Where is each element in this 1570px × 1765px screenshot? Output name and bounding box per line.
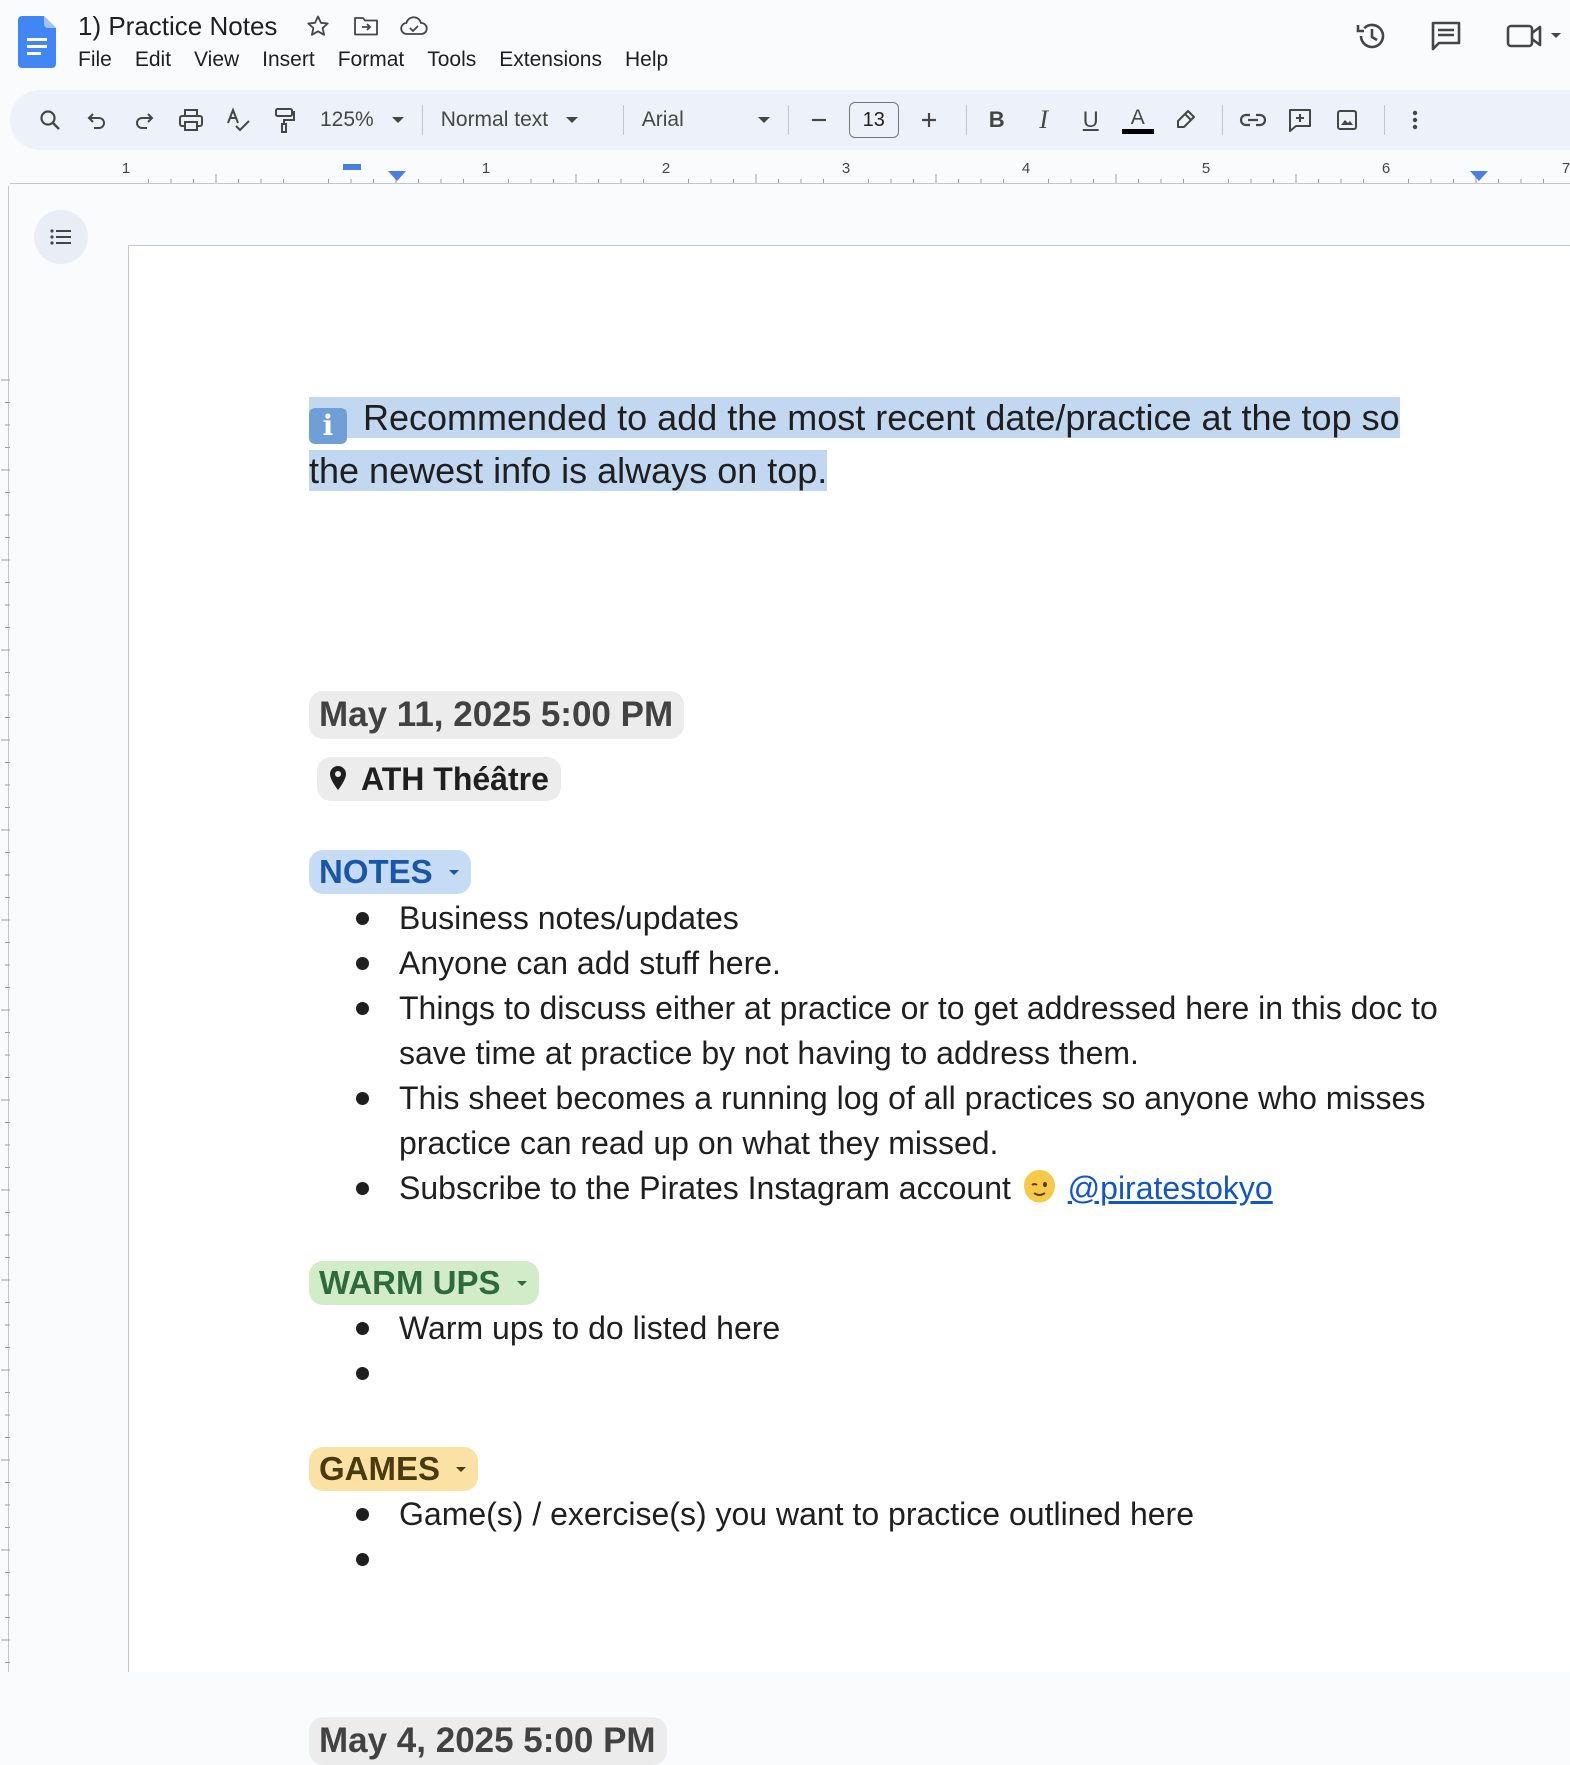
list-item[interactable]: Things to discuss either at practice or to get addressed here in this doc to save time at practice by not having to address them.: [309, 986, 1454, 1076]
font-size-input[interactable]: 13: [849, 102, 899, 138]
menu-extensions[interactable]: Extensions: [499, 48, 602, 71]
horizontal-ruler: [10, 150, 1570, 186]
chevron-down-icon: [566, 117, 578, 123]
font-select[interactable]: [634, 100, 778, 140]
toolbar-divider: [623, 105, 624, 135]
list-item[interactable]: Anyone can add stuff here.: [309, 941, 1454, 986]
games-list: [309, 1492, 1454, 1582]
insert-image-icon: [1335, 108, 1359, 132]
app-header: [0, 0, 1570, 88]
meet-camera-icon[interactable]: [1500, 16, 1570, 56]
search-menus-button[interactable]: [30, 100, 70, 140]
link-icon: [1239, 110, 1267, 130]
document-page[interactable]: [128, 245, 1570, 1760]
place-name: ATH Théâtre: [361, 760, 549, 797]
undo-button[interactable]: [77, 100, 117, 140]
outline-icon: [49, 227, 73, 247]
add-comment-icon: [1287, 107, 1313, 133]
instagram-link[interactable]: @piratestokyo: [1067, 1170, 1273, 1206]
zoom-select[interactable]: [312, 100, 412, 140]
first-line-indent-handle[interactable]: [343, 164, 361, 170]
menu-tools[interactable]: Tools: [427, 48, 477, 71]
italic-button[interactable]: I: [1039, 105, 1049, 134]
list-item[interactable]: Game(s) / exercise(s) you want to practice outlined here: [309, 1492, 1454, 1537]
list-item[interactable]: Business notes/updates: [309, 896, 1454, 941]
menu-insert[interactable]: Insert: [262, 48, 315, 71]
decrease-font-size-button[interactable]: [799, 100, 839, 140]
comments-icon[interactable]: [1426, 16, 1466, 56]
toolbar-divider: [1222, 105, 1223, 135]
redo-icon: [132, 108, 156, 132]
document-outline-button[interactable]: [34, 210, 88, 264]
paragraph-style-select[interactable]: [433, 100, 613, 140]
notes-tag-label: NOTES: [319, 853, 433, 890]
ruler-label: 2: [661, 160, 671, 177]
date-chip[interactable]: May 11, 2025 5:00 PM: [309, 691, 684, 739]
insert-link-button[interactable]: [1233, 100, 1273, 140]
intro-paragraph[interactable]: [309, 391, 1454, 497]
list-item-empty[interactable]: [309, 1537, 1454, 1582]
chevron-down-icon: [758, 117, 770, 123]
plus-icon: [919, 110, 939, 130]
info-icon: i: [309, 408, 347, 444]
toolbar: [10, 90, 1570, 150]
print-icon: [178, 108, 204, 132]
chevron-down-icon: [392, 117, 404, 123]
list-item[interactable]: This sheet becomes a running log of all practices so anyone who misses practice can read up on what they missed.: [309, 1076, 1454, 1166]
zoom-value: 125%: [320, 108, 374, 131]
menu-bar: [78, 46, 691, 74]
selected-text[interactable]: [309, 397, 1400, 491]
ruler-label: 7: [1561, 160, 1570, 177]
ruler-label: 6: [1381, 160, 1391, 177]
menu-help[interactable]: Help: [624, 48, 669, 71]
star-icon[interactable]: [303, 11, 333, 41]
paint-format-icon: [273, 106, 297, 134]
games-dropdown-chip[interactable]: [309, 1447, 478, 1491]
text-color-button[interactable]: [1118, 100, 1158, 140]
date-chip[interactable]: May 4, 2025 5:00 PM: [309, 1717, 667, 1765]
warmups-dropdown-chip[interactable]: [309, 1261, 539, 1305]
minus-icon: [809, 110, 829, 130]
winking-face-icon: [1024, 1170, 1055, 1201]
text-color-letter: A: [1130, 105, 1145, 129]
history-icon[interactable]: [1352, 16, 1392, 56]
ruler-label: 1: [481, 160, 491, 177]
notes-list: [309, 896, 1454, 1211]
toolbar-divider: [966, 105, 967, 135]
menu-file[interactable]: File: [78, 48, 112, 71]
spellcheck-button[interactable]: [218, 100, 258, 140]
text-color-swatch: [1122, 129, 1154, 134]
warmups-tag-label: WARM UPS: [319, 1264, 501, 1301]
underline-button[interactable]: U: [1082, 107, 1099, 132]
toolbar-divider: [422, 105, 423, 135]
menu-view[interactable]: View: [194, 48, 240, 71]
menu-format[interactable]: Format: [337, 48, 405, 71]
cloud-saved-icon[interactable]: [399, 11, 429, 41]
list-item-text: Subscribe to the Pirates Instagram account: [399, 1170, 1011, 1206]
paint-format-button[interactable]: [265, 100, 305, 140]
highlight-color-button[interactable]: [1165, 100, 1205, 140]
redo-button[interactable]: [124, 100, 164, 140]
toolbar-divider: [788, 105, 789, 135]
chevron-down-icon: [449, 870, 459, 875]
move-folder-icon[interactable]: [351, 11, 381, 41]
intro-text: Recommended to add the most recent date/practice at the top so the newest info is always on top.: [309, 397, 1400, 491]
insert-image-button[interactable]: [1327, 100, 1367, 140]
ruler-label: 5: [1201, 160, 1211, 177]
bold-button[interactable]: B: [988, 107, 1005, 132]
vertical-ruler: [0, 380, 10, 1672]
games-tag-label: GAMES: [319, 1450, 441, 1487]
ruler-label: 1: [121, 160, 131, 177]
list-item[interactable]: Warm ups to do listed here: [309, 1306, 1454, 1351]
font-value: Arial: [641, 108, 684, 131]
paragraph-style-value: Normal text: [440, 108, 549, 131]
ruler-label: 3: [841, 160, 851, 177]
more-vert-icon: [1410, 108, 1420, 132]
menu-edit[interactable]: Edit: [134, 48, 172, 71]
document-title[interactable]: 1) Practice Notes: [78, 10, 278, 41]
undo-icon: [85, 108, 109, 132]
location-pin-icon: [327, 765, 349, 793]
chevron-down-icon: [456, 1467, 466, 1472]
list-item-empty[interactable]: [309, 1351, 1454, 1396]
increase-font-size-button[interactable]: [909, 100, 949, 140]
chevron-down-icon: [517, 1281, 527, 1286]
docs-logo-icon[interactable]: [18, 16, 56, 68]
list-item[interactable]: [309, 1166, 1454, 1211]
toolbar-divider: [1384, 105, 1385, 135]
add-comment-button[interactable]: [1280, 100, 1320, 140]
left-indent-handle[interactable]: [388, 171, 406, 181]
place-chip[interactable]: [317, 757, 561, 801]
search-icon: [38, 108, 62, 132]
document-body[interactable]: [309, 391, 1454, 1760]
ruler-ticks: [10, 170, 1570, 184]
ruler-label: 4: [1021, 160, 1031, 177]
warmups-list: [309, 1306, 1454, 1396]
print-button[interactable]: [171, 100, 211, 140]
ruler-baseline: [10, 183, 1570, 184]
notes-dropdown-chip[interactable]: [309, 850, 471, 894]
more-options-button[interactable]: [1395, 100, 1435, 140]
spellcheck-icon: [225, 107, 251, 133]
right-indent-handle[interactable]: [1470, 171, 1488, 181]
highlighter-icon: [1173, 108, 1197, 132]
